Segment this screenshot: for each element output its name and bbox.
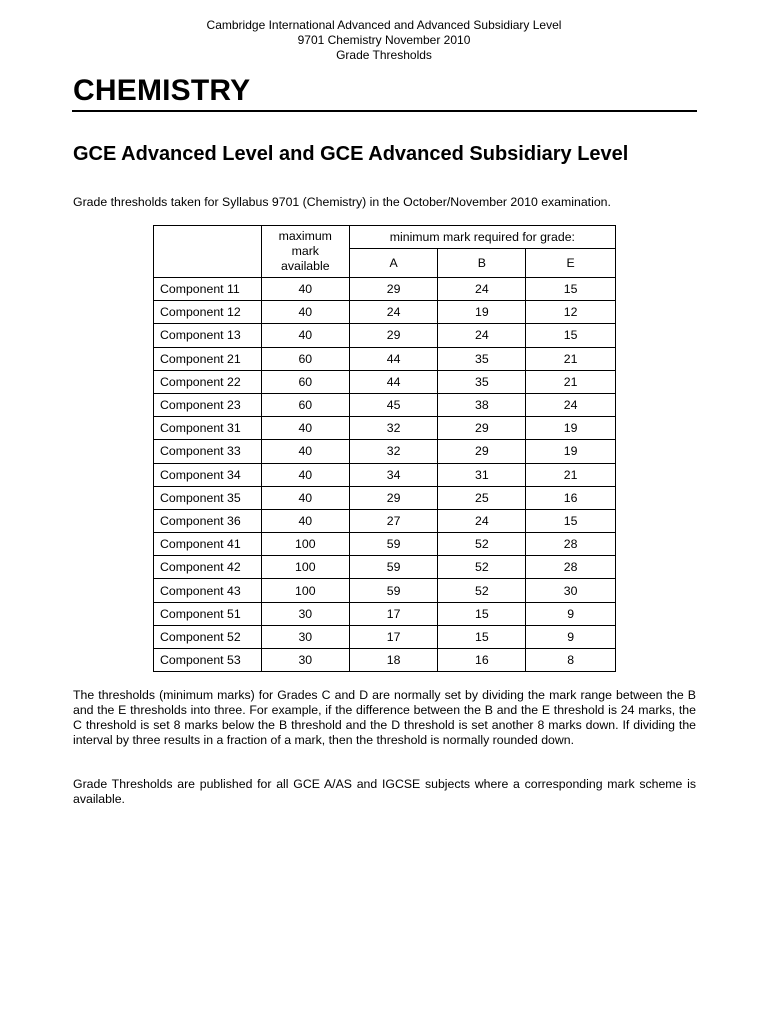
level-title: GCE Advanced Level and GCE Advanced Subsidiary Level bbox=[73, 143, 629, 165]
grade-e-cell: 15 bbox=[526, 278, 616, 301]
max-mark-cell: 40 bbox=[261, 463, 349, 486]
table-corner-cell bbox=[154, 226, 262, 278]
grade-e-cell: 21 bbox=[526, 347, 616, 370]
component-name-cell: Component 13 bbox=[154, 324, 262, 347]
grade-a-cell: 45 bbox=[349, 393, 438, 416]
title-divider bbox=[72, 110, 697, 112]
grade-e-cell: 15 bbox=[526, 509, 616, 532]
grade-a-cell: 32 bbox=[349, 440, 438, 463]
header-line-doc-type: Grade Thresholds bbox=[336, 48, 432, 62]
threshold-explanation-paragraph: The thresholds (minimum marks) for Grades C and D are normally set by dividing the mark range between the B and the E thresholds into three. For example, if the difference between the B and the E threshold is 24 marks, the C threshold is set 8 marks below the B threshold and the D threshold is set another 8 marks down. If dividing the interval by three results in a fraction of a mark, then the threshold is normally rounded down. bbox=[73, 688, 696, 747]
component-name-cell: Component 43 bbox=[154, 579, 262, 602]
header-line-syllabus: 9701 Chemistry November 2010 bbox=[297, 33, 471, 47]
grade-b-cell: 24 bbox=[438, 278, 526, 301]
max-mark-header-line: available bbox=[281, 259, 330, 273]
table-row bbox=[154, 463, 616, 486]
table-row bbox=[154, 440, 616, 463]
component-name-cell: Component 52 bbox=[154, 625, 262, 648]
grade-e-cell: 8 bbox=[526, 649, 616, 672]
component-name-cell: Component 36 bbox=[154, 509, 262, 532]
max-mark-cell: 30 bbox=[261, 625, 349, 648]
grade-b-header: B bbox=[438, 249, 526, 278]
grade-a-cell: 59 bbox=[349, 556, 438, 579]
intro-text: Grade thresholds taken for Syllabus 9701 (Chemistry) in the October/November 2010 examination. bbox=[73, 195, 611, 209]
max-mark-cell: 40 bbox=[261, 324, 349, 347]
component-name-cell: Component 31 bbox=[154, 417, 262, 440]
grade-b-cell: 24 bbox=[438, 324, 526, 347]
component-name-cell: Component 42 bbox=[154, 556, 262, 579]
table-body bbox=[154, 278, 616, 672]
table-row bbox=[154, 533, 616, 556]
max-mark-cell: 40 bbox=[261, 440, 349, 463]
component-name-cell: Component 53 bbox=[154, 649, 262, 672]
max-mark-cell: 40 bbox=[261, 509, 349, 532]
grade-a-cell: 27 bbox=[349, 509, 438, 532]
component-name-cell: Component 51 bbox=[154, 602, 262, 625]
max-mark-cell: 60 bbox=[261, 347, 349, 370]
max-mark-cell: 30 bbox=[261, 602, 349, 625]
component-name-cell: Component 12 bbox=[154, 301, 262, 324]
grade-e-cell: 21 bbox=[526, 463, 616, 486]
grade-b-cell: 15 bbox=[438, 625, 526, 648]
grade-a-header: A bbox=[349, 249, 438, 278]
grade-b-cell: 31 bbox=[438, 463, 526, 486]
grade-a-cell: 24 bbox=[349, 301, 438, 324]
max-mark-header-line: mark bbox=[291, 244, 319, 258]
grade-b-cell: 29 bbox=[438, 417, 526, 440]
table-row bbox=[154, 347, 616, 370]
grade-b-cell: 19 bbox=[438, 301, 526, 324]
grade-e-cell: 9 bbox=[526, 602, 616, 625]
table-row bbox=[154, 556, 616, 579]
grade-a-cell: 44 bbox=[349, 347, 438, 370]
max-mark-cell: 60 bbox=[261, 393, 349, 416]
grade-e-cell: 28 bbox=[526, 533, 616, 556]
grade-b-cell: 38 bbox=[438, 393, 526, 416]
grade-b-cell: 52 bbox=[438, 533, 526, 556]
max-mark-cell: 40 bbox=[261, 417, 349, 440]
component-name-cell: Component 33 bbox=[154, 440, 262, 463]
header-line-exam: Cambridge International Advanced and Advanced Subsidiary Level bbox=[206, 18, 562, 32]
grade-a-cell: 59 bbox=[349, 533, 438, 556]
grade-e-cell: 16 bbox=[526, 486, 616, 509]
grade-e-cell: 28 bbox=[526, 556, 616, 579]
table-row bbox=[154, 602, 616, 625]
grade-b-cell: 16 bbox=[438, 649, 526, 672]
grade-a-cell: 32 bbox=[349, 417, 438, 440]
grade-b-cell: 52 bbox=[438, 556, 526, 579]
grade-a-cell: 29 bbox=[349, 278, 438, 301]
publication-note-paragraph: Grade Thresholds are published for all GCE A/AS and IGCSE subjects where a corresponding mark scheme is available. bbox=[73, 777, 696, 806]
min-mark-group-header: minimum mark required for grade: bbox=[349, 226, 615, 249]
max-mark-cell: 60 bbox=[261, 370, 349, 393]
table-row bbox=[154, 649, 616, 672]
max-mark-cell: 40 bbox=[261, 278, 349, 301]
grade-a-cell: 29 bbox=[349, 486, 438, 509]
table-row bbox=[154, 579, 616, 602]
component-name-cell: Component 35 bbox=[154, 486, 262, 509]
grade-thresholds-table bbox=[153, 225, 616, 672]
grade-b-cell: 25 bbox=[438, 486, 526, 509]
grade-e-cell: 12 bbox=[526, 301, 616, 324]
subject-title: CHEMISTRY bbox=[73, 74, 251, 107]
component-name-cell: Component 23 bbox=[154, 393, 262, 416]
component-name-cell: Component 34 bbox=[154, 463, 262, 486]
grade-e-cell: 30 bbox=[526, 579, 616, 602]
max-mark-header bbox=[261, 226, 349, 278]
component-name-cell: Component 22 bbox=[154, 370, 262, 393]
table-row bbox=[154, 301, 616, 324]
grade-e-cell: 19 bbox=[526, 417, 616, 440]
component-name-cell: Component 41 bbox=[154, 533, 262, 556]
max-mark-cell: 100 bbox=[261, 533, 349, 556]
table-row bbox=[154, 278, 616, 301]
grade-e-cell: 21 bbox=[526, 370, 616, 393]
grade-b-cell: 35 bbox=[438, 370, 526, 393]
grade-b-cell: 52 bbox=[438, 579, 526, 602]
grade-b-cell: 24 bbox=[438, 509, 526, 532]
component-name-cell: Component 21 bbox=[154, 347, 262, 370]
max-mark-header-line: maximum bbox=[278, 229, 332, 243]
grade-b-cell: 29 bbox=[438, 440, 526, 463]
table-row bbox=[154, 393, 616, 416]
grade-e-cell: 9 bbox=[526, 625, 616, 648]
grade-a-cell: 44 bbox=[349, 370, 438, 393]
grade-e-cell: 19 bbox=[526, 440, 616, 463]
max-mark-cell: 30 bbox=[261, 649, 349, 672]
grade-a-cell: 34 bbox=[349, 463, 438, 486]
grade-e-cell: 24 bbox=[526, 393, 616, 416]
grade-a-cell: 59 bbox=[349, 579, 438, 602]
table-row bbox=[154, 370, 616, 393]
grade-a-cell: 18 bbox=[349, 649, 438, 672]
table-row bbox=[154, 324, 616, 347]
grade-e-header: E bbox=[526, 249, 616, 278]
grade-a-cell: 29 bbox=[349, 324, 438, 347]
max-mark-cell: 100 bbox=[261, 579, 349, 602]
max-mark-cell: 100 bbox=[261, 556, 349, 579]
table-row bbox=[154, 486, 616, 509]
max-mark-cell: 40 bbox=[261, 301, 349, 324]
grade-b-cell: 15 bbox=[438, 602, 526, 625]
table-row bbox=[154, 625, 616, 648]
max-mark-cell: 40 bbox=[261, 486, 349, 509]
grade-a-cell: 17 bbox=[349, 602, 438, 625]
grade-e-cell: 15 bbox=[526, 324, 616, 347]
grade-b-cell: 35 bbox=[438, 347, 526, 370]
component-name-cell: Component 11 bbox=[154, 278, 262, 301]
table-row bbox=[154, 509, 616, 532]
grade-a-cell: 17 bbox=[349, 625, 438, 648]
table-row bbox=[154, 417, 616, 440]
